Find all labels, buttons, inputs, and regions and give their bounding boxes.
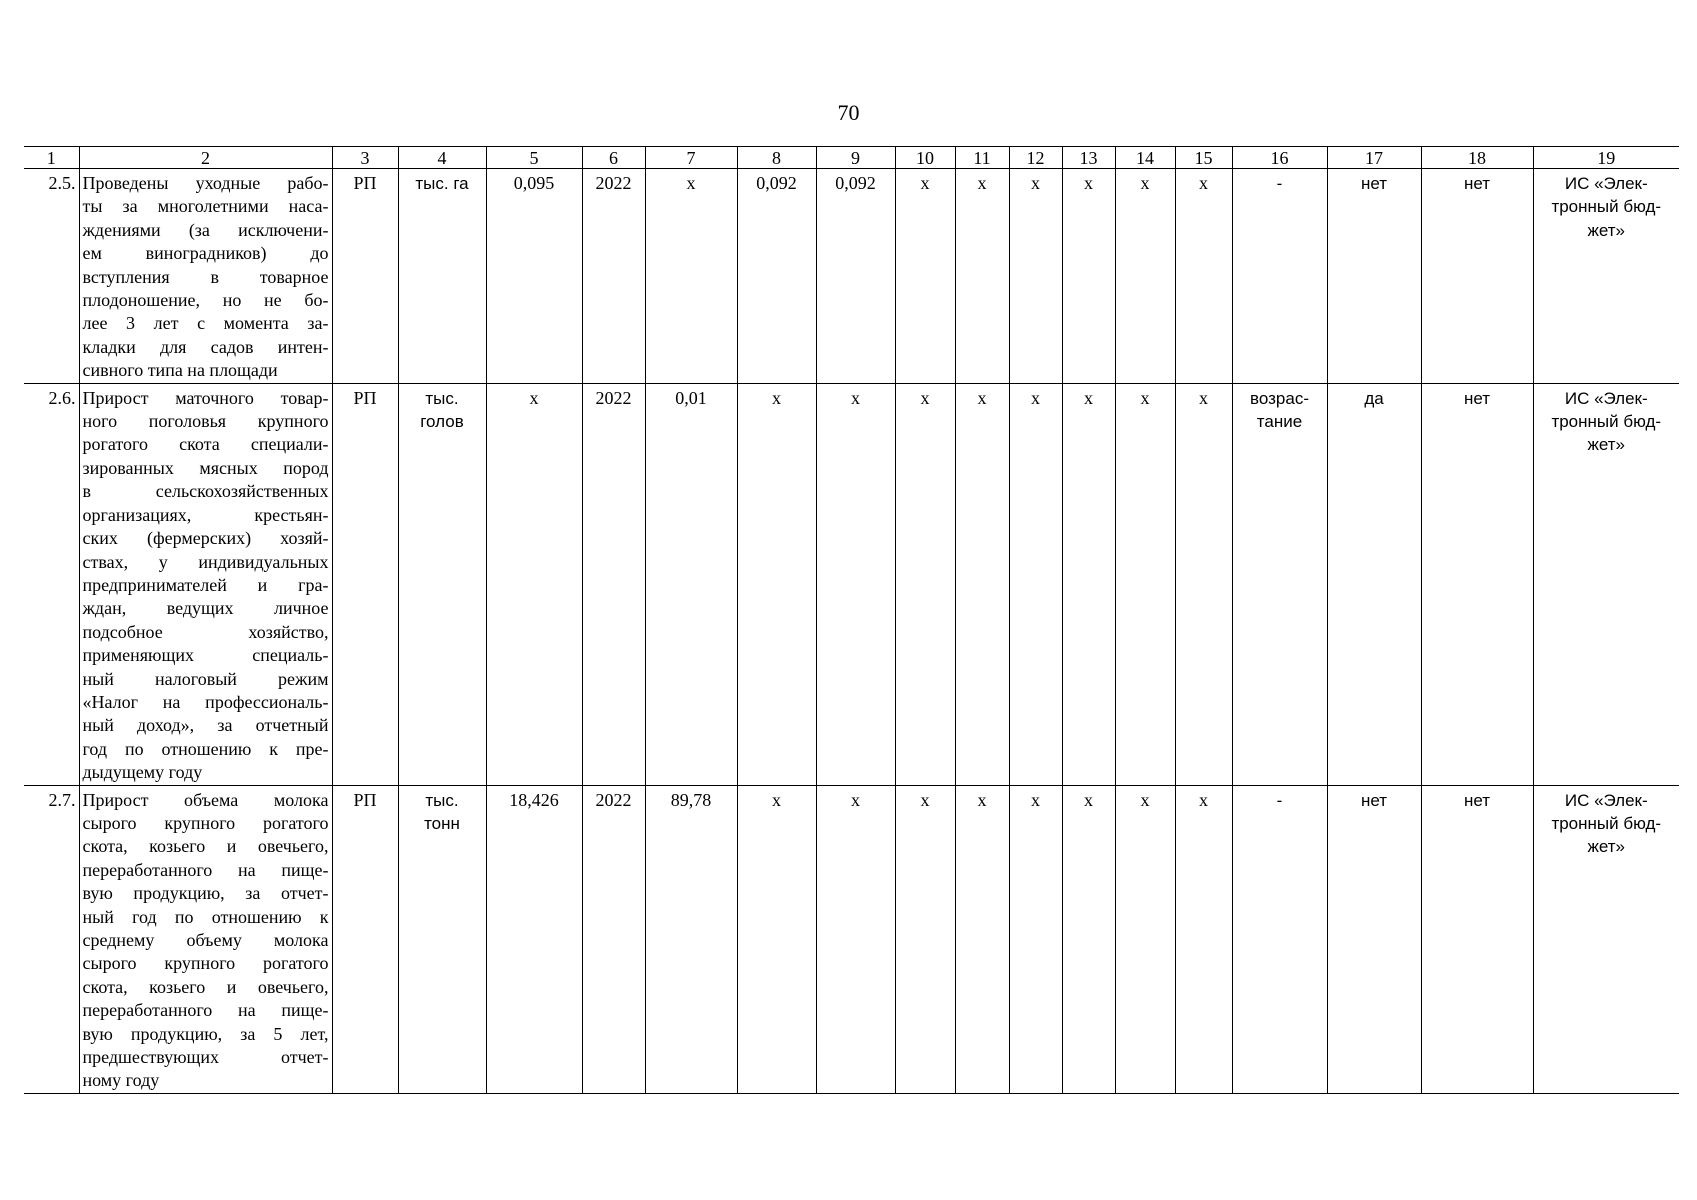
cell-flag: нет (1421, 169, 1533, 384)
cell-value: 89,78 (645, 785, 737, 1093)
header-cell: 7 (645, 147, 737, 169)
desc-line: переработанного на пище- (82, 1000, 329, 1021)
unit-line: тыс. (425, 790, 459, 810)
source-line: ИС «Элек- (1564, 174, 1648, 193)
desc-line: вступления в товарное (82, 266, 329, 287)
cell-value: х (1115, 169, 1175, 384)
header-cell: 4 (398, 147, 486, 169)
desc-line: ный доход», за отчетный (82, 715, 329, 736)
desc-line: ждан, ведущих личное (82, 598, 329, 619)
header-cell: 1 (24, 147, 79, 169)
cell-flag: да (1327, 383, 1421, 785)
indicator-description (79, 785, 332, 1093)
source-line: жет» (1587, 220, 1625, 240)
desc-line: Проведены уходные рабо- (82, 173, 329, 193)
trend-line: - (1276, 790, 1283, 810)
table-row (24, 383, 1679, 785)
table-row (24, 785, 1679, 1093)
indicators-table (24, 146, 1679, 1094)
header-row (24, 147, 1679, 169)
cell-base-year: 2022 (582, 383, 645, 785)
desc-line: дыдущему году (82, 762, 203, 783)
source-line: тронный бюд- (1551, 412, 1662, 432)
cell-flag: нет (1421, 383, 1533, 785)
desc-line: Прирост объема молока (82, 789, 329, 810)
desc-line: сивного типа на площади (82, 360, 278, 381)
desc-line: сырого крупного рогатого (82, 812, 329, 833)
cell-level: РП (332, 383, 398, 785)
cell-level: РП (332, 785, 398, 1093)
cell-value: х (1115, 383, 1175, 785)
cell-base-year: 2022 (582, 169, 645, 384)
row-number: 2.5. (24, 169, 79, 384)
desc-line: скота, козьего и овечьего, (82, 976, 329, 997)
desc-line: ствах, у индивидуальных (82, 551, 329, 572)
cell-base-value: 18,426 (486, 785, 582, 1093)
desc-line: ный налоговый режим (82, 668, 329, 689)
cell-level: РП (332, 169, 398, 384)
cell-value: х (645, 169, 737, 384)
header-cell: 3 (332, 147, 398, 169)
desc-line: кладки для садов интен- (82, 336, 329, 357)
trend-line: тание (1256, 412, 1303, 432)
cell-base-value: х (486, 383, 582, 785)
cell-unit (398, 169, 486, 384)
cell-source (1533, 169, 1679, 384)
row-number: 2.7. (24, 785, 79, 1093)
source-line: ИС «Элек- (1564, 388, 1648, 408)
desc-line: вую продукцию, за отчет- (82, 883, 329, 904)
desc-line: в сельскохозяйственных (82, 481, 329, 502)
cell-value: 0,092 (737, 169, 816, 384)
unit-line: тонн (424, 813, 460, 833)
table-row (24, 169, 1679, 384)
cell-source (1533, 383, 1679, 785)
header-cell: 15 (1175, 147, 1232, 169)
cell-value: х (816, 785, 895, 1093)
unit-line: тыс. (425, 388, 459, 408)
cell-value: х (955, 169, 1009, 384)
trend-line: - (1276, 174, 1283, 193)
source-line: тронный бюд- (1551, 813, 1662, 833)
desc-line: сырого крупного рогатого (82, 953, 329, 974)
cell-value: х (895, 785, 955, 1093)
desc-line: ный год по отношению к (82, 906, 329, 927)
desc-line: предпринимателей и гра- (82, 574, 329, 595)
header-cell: 10 (895, 147, 955, 169)
unit-line: голов (420, 412, 464, 432)
header-cell: 17 (1327, 147, 1421, 169)
cell-value: х (955, 383, 1009, 785)
cell-value: х (737, 383, 816, 785)
desc-line: организациях, крестьян- (82, 504, 329, 525)
cell-unit (398, 785, 486, 1093)
cell-flag: нет (1327, 785, 1421, 1093)
desc-line: «Налог на профессиональ- (82, 691, 329, 712)
source-line: тронный бюд- (1551, 197, 1662, 217)
cell-value: х (1062, 383, 1115, 785)
header-cell: 13 (1062, 147, 1115, 169)
header-cell: 5 (486, 147, 582, 169)
cell-unit (398, 383, 486, 785)
cell-value: х (955, 785, 1009, 1093)
cell-value: х (1175, 383, 1232, 785)
desc-line: переработанного на пище- (82, 859, 329, 880)
desc-line: ного поголовья крупного (82, 411, 329, 432)
source-line: жет» (1587, 837, 1625, 857)
cell-value: 0,092 (816, 169, 895, 384)
desc-line: скота, козьего и овечьего, (82, 836, 329, 857)
desc-line: применяющих специаль- (82, 645, 329, 666)
cell-value: 0,01 (645, 383, 737, 785)
cell-value: х (895, 169, 955, 384)
cell-trend (1232, 785, 1327, 1093)
desc-line: плодоношение, но не бо- (82, 290, 329, 311)
desc-line: среднему объему молока (82, 930, 329, 950)
cell-value: х (1175, 169, 1232, 384)
indicator-description (79, 169, 332, 384)
desc-line: зированных мясных пород (82, 457, 329, 478)
desc-line: ских (фермерских) хозяй- (82, 528, 329, 549)
header-cell: 6 (582, 147, 645, 169)
header-cell: 18 (1421, 147, 1533, 169)
header-cell: 9 (816, 147, 895, 169)
indicator-description (79, 383, 332, 785)
desc-line: рогатого скота специали- (82, 434, 329, 455)
cell-value: х (1062, 785, 1115, 1093)
row-number: 2.6. (24, 383, 79, 785)
cell-source (1533, 785, 1679, 1093)
desc-line: предшествующих отчет- (82, 1047, 329, 1068)
cell-value: х (1175, 785, 1232, 1093)
header-cell: 8 (737, 147, 816, 169)
cell-flag: нет (1327, 169, 1421, 384)
cell-trend (1232, 383, 1327, 785)
cell-value: х (1062, 169, 1115, 384)
desc-line: ты за многолетними наса- (82, 196, 329, 217)
header-cell: 19 (1533, 147, 1679, 169)
cell-value: х (1115, 785, 1175, 1093)
cell-value: х (1009, 785, 1062, 1093)
cell-value: х (737, 785, 816, 1093)
desc-line: ному году (82, 1070, 160, 1091)
unit-line: тыс. га (415, 174, 469, 193)
cell-base-value: 0,095 (486, 169, 582, 384)
header-cell: 12 (1009, 147, 1062, 169)
page-number: 70 (837, 100, 860, 125)
source-line: жет» (1587, 435, 1625, 455)
header-cell: 14 (1115, 147, 1175, 169)
desc-line: год по отношению к пре- (82, 738, 329, 759)
desc-line: вую продукцию, за 5 лет, (82, 1023, 329, 1044)
desc-line: подсобное хозяйство, (82, 621, 329, 642)
header-cell: 16 (1232, 147, 1327, 169)
desc-line: Прирост маточного товар- (82, 387, 329, 408)
cell-value: х (1009, 383, 1062, 785)
desc-line: лее 3 лет с момента за- (82, 313, 329, 334)
cell-value: х (895, 383, 955, 785)
trend-line: возрас- (1250, 388, 1309, 408)
header-cell: 11 (955, 147, 1009, 169)
cell-trend (1232, 169, 1327, 384)
cell-flag: нет (1421, 785, 1533, 1093)
header-cell: 2 (79, 147, 332, 169)
cell-value: х (816, 383, 895, 785)
cell-value: х (1009, 169, 1062, 384)
cell-base-year: 2022 (582, 785, 645, 1093)
desc-line: ждениями (за исключени- (82, 219, 329, 240)
desc-line: ем виноградников) до (82, 243, 329, 264)
source-line: ИС «Элек- (1564, 790, 1648, 810)
